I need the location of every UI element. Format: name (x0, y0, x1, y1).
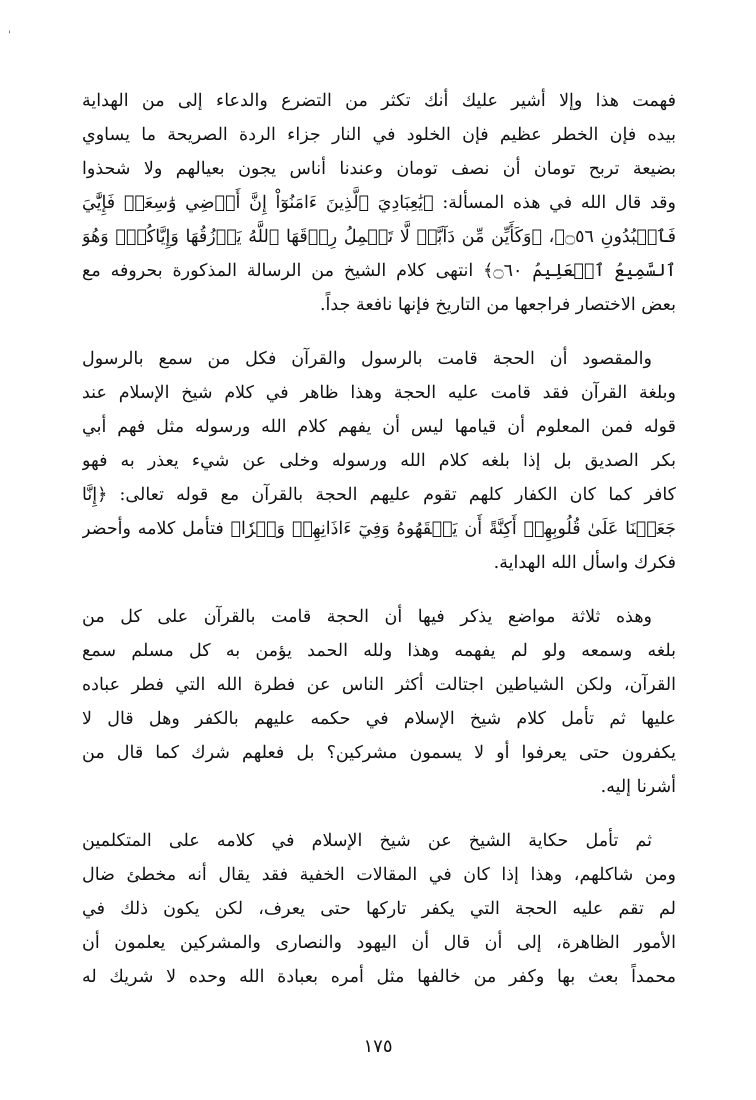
text-line: ثم تأمل حكاية الشيخ عن شيخ الإسلام في كلامه على المتكلمين (82, 831, 652, 851)
text-line: وقد قال الله في هذه المسألة: ﴿يَٰعِبَادِيَ ٱلَّذِينَ ءَامَنُوٓاْ إِنَّ أَرۡضِي وَٰسِعَةٞ فَإِيَّٰيَ (82, 193, 676, 213)
page-number: ١٧٥ (363, 1036, 393, 1057)
text-line: يكفرون حتى يعرفوا أو لا يسمون مشركين؟ بل فعلهم شرك كما قال من (82, 743, 676, 763)
text-line: فكرك واسأل الله الهداية. (493, 553, 676, 573)
paragraph-2 (82, 342, 676, 580)
text-line: لم تقم عليه الحجة التي يكفر تاركها حتى يعرف، لكن يكون ذلك في (82, 899, 676, 919)
text-line: فهمت هذا وإلا أشير عليك أنك تكثر من التضرع والدعاء إلى من الهداية (82, 91, 676, 111)
text-line: القرآن، ولكن الشياطين اجتالت أكثر الناس عن فطرة الله التي فطر عباده (82, 675, 676, 695)
text-line: عليها ثم تأمل كلام شيخ الإسلام في حكمه عليهم بالكفر وهل قال لا (82, 709, 676, 729)
text-line: وهذه ثلاثة مواضع يذكر فيها أن الحجة قامت بالقرآن على كل من (82, 607, 652, 627)
text-line: جَعَلۡنَا عَلَىٰ قُلُوبِهِمۡ أَكِنَّةً أَن يَفۡقَهُوهُ وَفِيٓ ءَاذَانِهِمۡ وَقۡرٗا﴾ فتأمل كلامه وأحضر (82, 519, 676, 539)
text-line: ٱلسَّمِيعُ ٱلۡعَلِيمُ ۝٦٠﴾ انتهى كلام الشيخ من الرسالة المذكورة بحروفه مع (82, 261, 676, 281)
text-line: بعض الاختصار فراجعها من التاريخ فإنها نافعة جداً. (319, 295, 676, 315)
text-line: أشرنا إليه. (600, 777, 676, 797)
scan-mark: ' (8, 30, 11, 41)
text-line: والمقصود أن الحجة قامت بالرسول والقرآن فكل من سمع بالرسول (82, 349, 652, 369)
paragraph-1 (82, 84, 676, 322)
paragraph-4 (82, 824, 676, 994)
page-body (82, 84, 676, 1014)
text-line: كافر كما كان الكفار كلهم تقوم عليهم الحجة بالقرآن مع قوله تعالى: ﴿إِنَّا (82, 485, 676, 505)
paragraph-3 (82, 600, 676, 804)
text-line: بكر الصديق بل إذا بلغه كلام الله ورسوله وخلى عن شيء يعذر به فهو (82, 451, 676, 471)
text-line: محمداً بعث بها وكفر من خالفها مثل أمره بعبادة الله وحده لا شريك له (82, 967, 676, 987)
text-line: قوله فمن المعلوم أن قيامها ليس أن يفهم كلام الله ورسوله مثل فهم أبي (82, 417, 676, 437)
text-line: وبلغة القرآن فقد قامت عليه الحجة وهذا ظاهر في كلام شيخ الإسلام عند (82, 383, 676, 403)
text-line: بضيعة تربح تومان أن نصف تومان وعندنا أناس يجون بعيالهم ولا شحذوا (82, 159, 676, 179)
text-line: بيده فإن الخطر عظيم فإن الخلود في النار جزاء الردة الصريحة ما يساوي (82, 125, 676, 145)
text-line: بلغه وسمعه ولو لم يفهمه وهذا ولله الحمد يؤمن به كل مسلم سمع (82, 641, 676, 661)
text-line: ومن شاكلهم، وهذا إذا كان في المقالات الخفية فقد يقال أنه مخطئ ضال (82, 865, 676, 885)
text-line: الأمور الظاهرة، إلى أن قال أن اليهود والنصارى والمشركين يعلمون أن (82, 933, 676, 953)
text-line: فَٱعۡبُدُونِ ۝٥٦﴾، ﴿وَكَأَيِّن مِّن دَآبَّةٖ لَّا تَحۡمِلُ رِزۡقَهَا ٱللَّهُ يَرۡزُقُهَا وَإِيَّاكُمۡۚ وَهُوَ (82, 227, 676, 247)
